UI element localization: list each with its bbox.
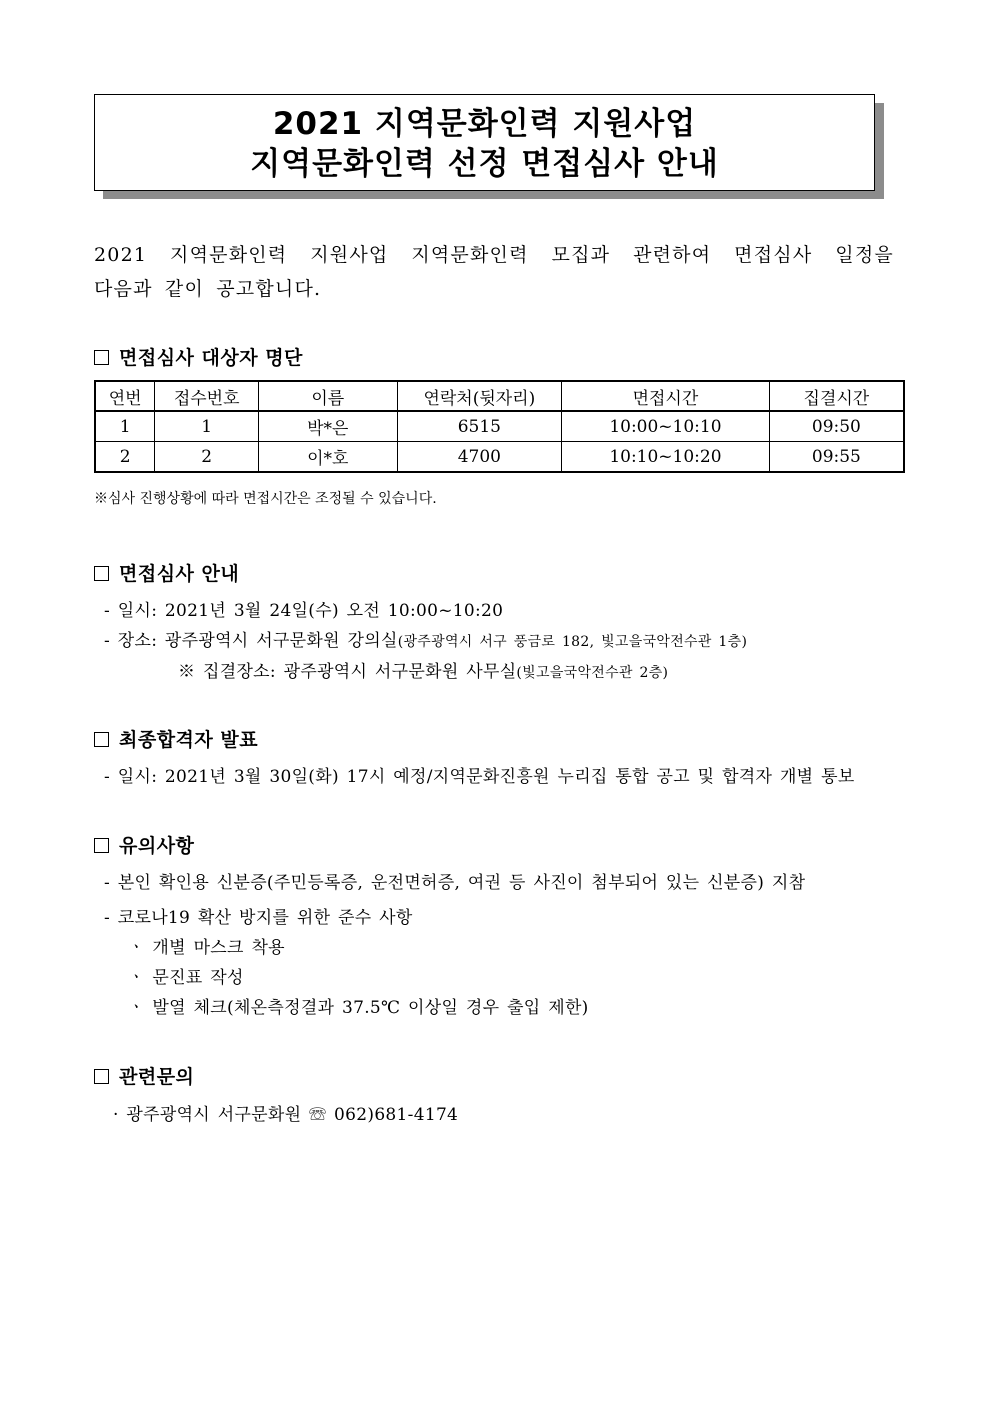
column-header: 집결시간: [769, 381, 904, 411]
interview-section-heading: [94, 559, 239, 586]
column-header: 접수번호: [155, 381, 259, 411]
notice-item-covid: - 코로나19 확산 방지를 위한 준수 사항: [104, 908, 413, 928]
intro-paragraph: [94, 238, 894, 306]
contact-line: · 광주광역시 서구문화원 ☏ 062)681-4174: [113, 1105, 459, 1125]
contact-heading-text: 관련문의: [119, 1066, 195, 1088]
interview-heading-text: 면접심사 안내: [119, 563, 240, 585]
column-header: 이름: [259, 381, 398, 411]
interview-datetime: - 일시: 2021년 3월 24일(수) 오전 10:00~10:20: [104, 601, 504, 621]
notice-item-id: - 본인 확인용 신분증(주민등록증, 운전면허증, 여권 등 사진이 첨부되어 있는 신분증) 지참: [104, 873, 806, 893]
table-header-row: [95, 381, 904, 411]
table-cell: 박*은: [259, 411, 398, 442]
table-cell: 1: [95, 411, 155, 442]
result-section-heading: [94, 725, 258, 752]
table-cell: 09:50: [769, 411, 904, 442]
intro-line-2: 다음과 같이 공고합니다.: [94, 278, 322, 300]
table-cell: 10:00~10:10: [562, 411, 770, 442]
page-title-line-1: 2021 지역문화인력 지원사업: [272, 106, 697, 142]
checkbox-square-icon: [94, 350, 109, 365]
roster-heading-text: 면접심사 대상자 명단: [119, 347, 303, 369]
checkbox-square-icon: [94, 1069, 109, 1084]
notice-section-heading: [94, 831, 194, 858]
result-heading-text: 최종합격자 발표: [119, 729, 259, 751]
interview-place: [104, 626, 747, 651]
intro-word: 관련하여: [633, 244, 712, 266]
intro-word: 일정을: [835, 244, 894, 266]
intro-word: 지역문화인력: [170, 244, 288, 266]
contact-section-heading: [94, 1062, 194, 1089]
gathering-place-detail: (빛고을국악전수관 2층): [516, 665, 669, 681]
notice-sub-item: ㆍ 발열 체크(체온측정결과 37.5℃ 이상일 경우 출입 제한): [128, 998, 589, 1018]
intro-word: 지역문화인력: [411, 244, 529, 266]
table-row: [95, 411, 904, 442]
table-cell: 2: [95, 442, 155, 473]
table-cell: 09:55: [769, 442, 904, 473]
gathering-place: [178, 657, 668, 682]
intro-word: 지원사업: [310, 244, 389, 266]
table-cell: 1: [155, 411, 259, 442]
schedule-adjust-note: ※심사 진행상황에 따라 면접시간은 조정될 수 있습니다.: [94, 491, 437, 507]
checkbox-square-icon: [94, 838, 109, 853]
intro-word: 2021: [94, 244, 148, 266]
interview-place-main: - 장소: 광주광역시 서구문화원 강의실: [104, 631, 398, 651]
page-title-line-2: 지역문화인력 선정 면접심사 안내: [250, 146, 719, 182]
notice-heading-text: 유의사항: [119, 835, 195, 857]
checkbox-square-icon: [94, 566, 109, 581]
intro-word: 면접심사: [734, 244, 813, 266]
notice-sub-item: ㆍ 개별 마스크 착용: [128, 938, 285, 958]
table-cell: 이*호: [259, 442, 398, 473]
result-datetime: - 일시: 2021년 3월 30일(화) 17시 예정/지역문화진흥원 누리집 통합 공고 및 합격자 개별 통보: [104, 767, 855, 787]
intro-word: 모집과: [551, 244, 611, 266]
interview-roster-table: [94, 380, 905, 473]
checkbox-square-icon: [94, 732, 109, 747]
interview-place-detail: (광주광역시 서구 풍금로 182, 빛고을국악전수관 1층): [397, 634, 748, 650]
column-header: 면접시간: [562, 381, 770, 411]
table-cell: 2: [155, 442, 259, 473]
title-box: [94, 94, 875, 191]
notice-sub-item: ㆍ 문진표 작성: [128, 968, 244, 988]
gathering-place-main: ※ 집결장소: 광주광역시 서구문화원 사무실: [178, 662, 517, 682]
table-cell: 10:10~10:20: [562, 442, 770, 473]
table-cell: 6515: [397, 411, 562, 442]
roster-section-heading: [94, 343, 303, 370]
intro-line-1: [94, 238, 894, 272]
table-row: [95, 442, 904, 473]
column-header: 연번: [95, 381, 155, 411]
table-cell: 4700: [397, 442, 562, 473]
column-header: 연락처(뒷자리): [397, 381, 562, 411]
